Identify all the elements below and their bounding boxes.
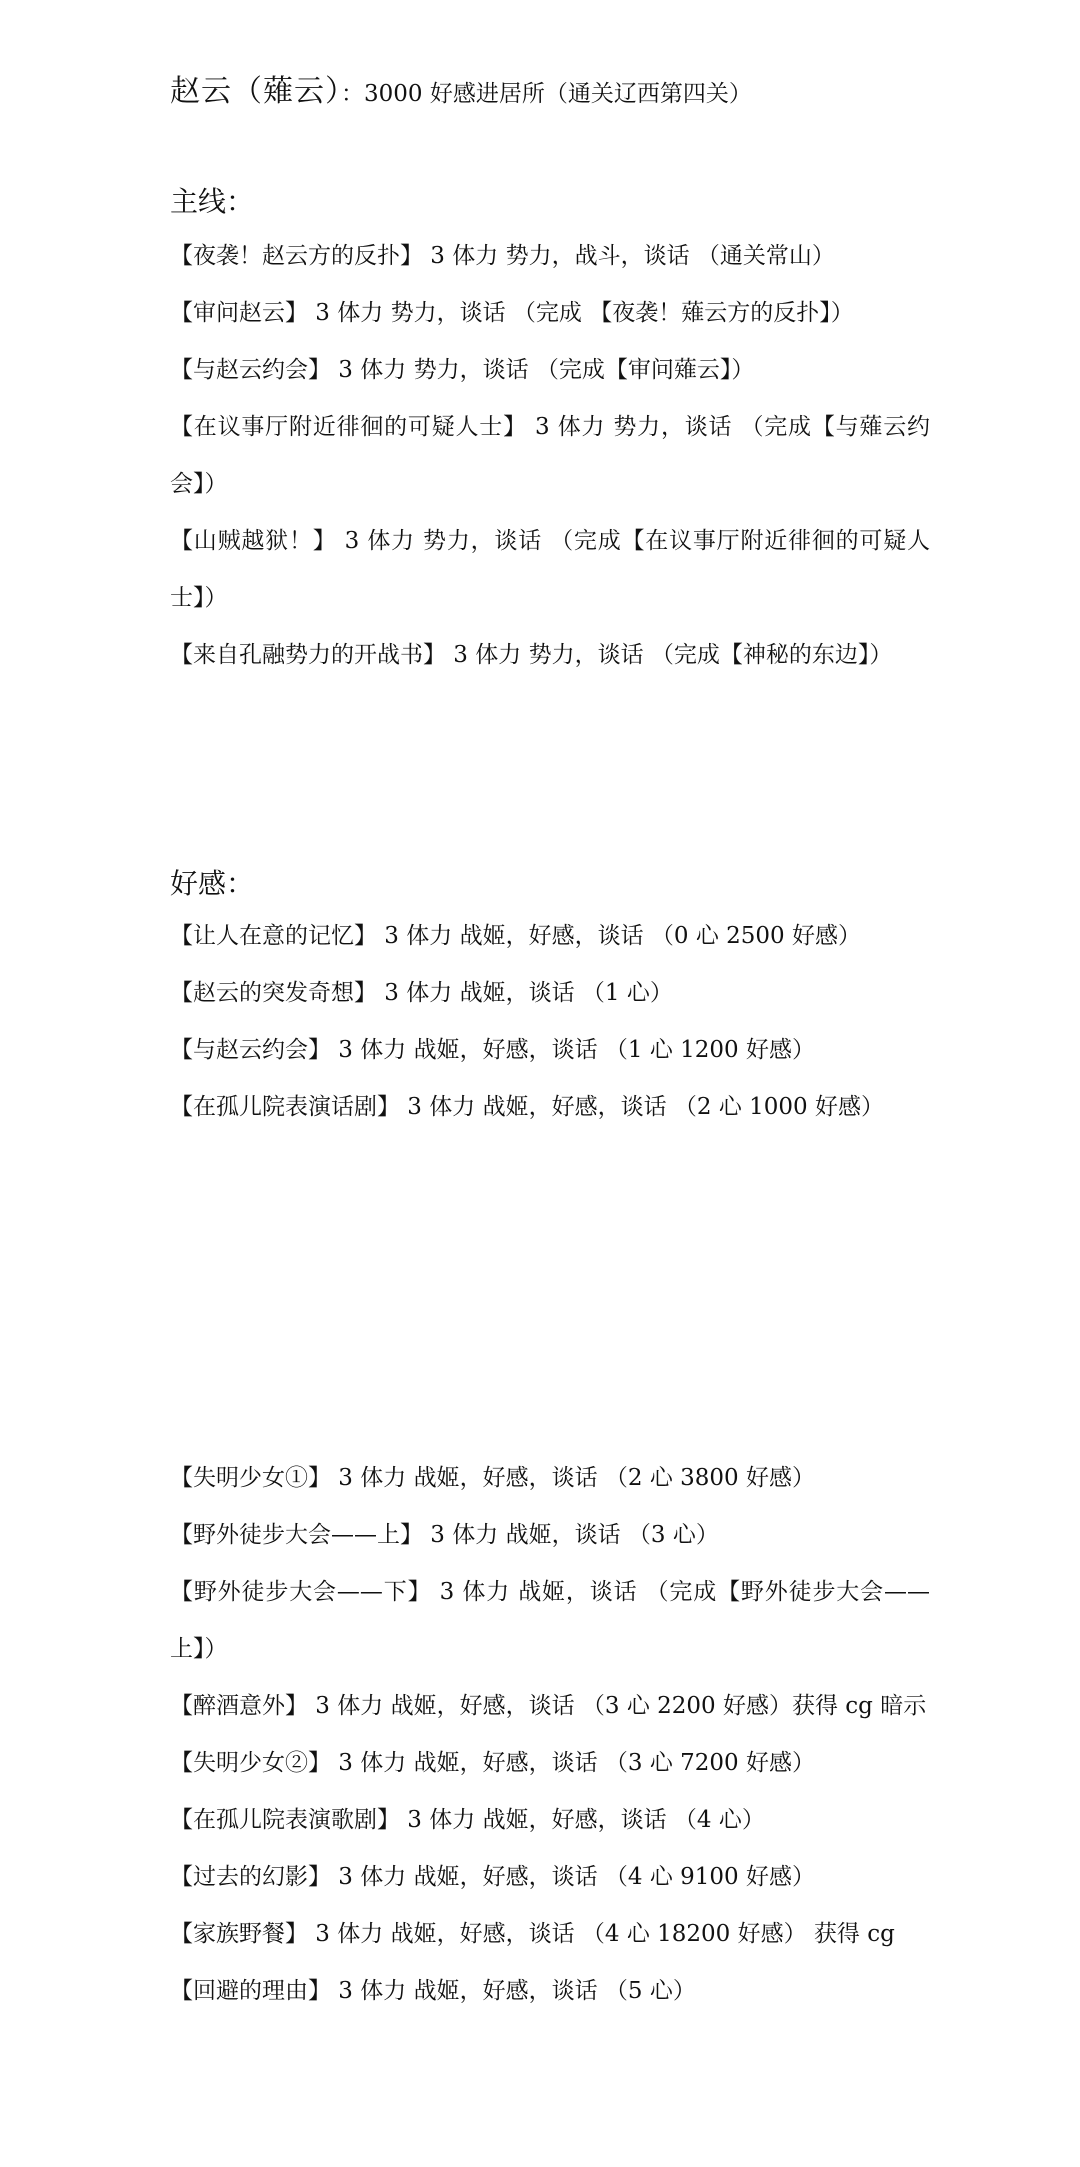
- list-item: 【家族野餐】 3 体力 战姬，好感，谈话 （4 心 18200 好感） 获得 cg: [170, 1921, 895, 1947]
- affection-heading: 好感：: [170, 867, 255, 900]
- list-item: 【在孤儿院表演歌剧】 3 体力 战姬，好感，谈话 （4 心）: [170, 1807, 765, 1833]
- affection-list: [170, 908, 930, 1136]
- list-item: 【与赵云约会】 3 体力 势力，谈话 （完成【审问薙云】）: [170, 357, 755, 383]
- list-item: 【在孤儿院表演话剧】 3 体力 战姬，好感，谈话 （2 心 1000 好感）: [170, 1094, 884, 1120]
- list-item: 【夜袭！赵云方的反扑】 3 体力 势力，战斗，谈话 （通关常山）: [170, 243, 835, 269]
- list-item: 【失明少女①】 3 体力 战姬，好感，谈话 （2 心 3800 好感）: [170, 1465, 815, 1491]
- affection-list-continued: [170, 1450, 930, 2020]
- list-item: 【在议事厅附近徘徊的可疑人士】 3 体力 势力，谈话 （完成【与薙云约会】）: [170, 414, 930, 497]
- main-quest-list: [170, 228, 930, 684]
- list-item: 【醉酒意外】 3 体力 战姬，好感，谈话 （3 心 2200 好感）获得 cg 暗示: [170, 1693, 927, 1719]
- list-item: 【来自孔融势力的开战书】 3 体力 势力，谈话 （完成【神秘的东边】）: [170, 642, 893, 668]
- page-title: [170, 66, 930, 110]
- list-item: 【回避的理由】 3 体力 战姬，好感，谈话 （5 心）: [170, 1978, 696, 2004]
- character-name: 赵云（薙云）: [170, 74, 341, 109]
- list-item: 【山贼越狱！】 3 体力 势力，谈话 （完成【在议事厅附近徘徊的可疑人士】）: [170, 528, 930, 611]
- main-quest-heading: 主线：: [170, 185, 255, 218]
- list-item: 【失明少女②】 3 体力 战姬，好感，谈话 （3 心 7200 好感）: [170, 1750, 815, 1776]
- list-item: 【让人在意的记忆】 3 体力 战姬，好感，谈话 （0 心 2500 好感）: [170, 923, 861, 949]
- list-item: 【野外徒步大会——下】 3 体力 战姬，谈话 （完成【野外徒步大会——上】）: [170, 1579, 930, 1662]
- document-page: [170, 0, 930, 2167]
- list-item: 【过去的幻影】 3 体力 战姬，好感，谈话 （4 心 9100 好感）: [170, 1864, 815, 1890]
- list-item: 【审问赵云】 3 体力 势力，谈话 （完成 【夜袭！薙云方的反扑】）: [170, 300, 854, 326]
- list-item: 【野外徒步大会——上】 3 体力 战姬，谈话 （3 心）: [170, 1522, 719, 1548]
- title-detail: ：3000 好感进居所（通关辽西第四关）: [341, 81, 752, 107]
- list-item: 【赵云的突发奇想】 3 体力 战姬，谈话 （1 心）: [170, 980, 673, 1006]
- list-item: 【与赵云约会】 3 体力 战姬，好感，谈话 （1 心 1200 好感）: [170, 1037, 815, 1063]
